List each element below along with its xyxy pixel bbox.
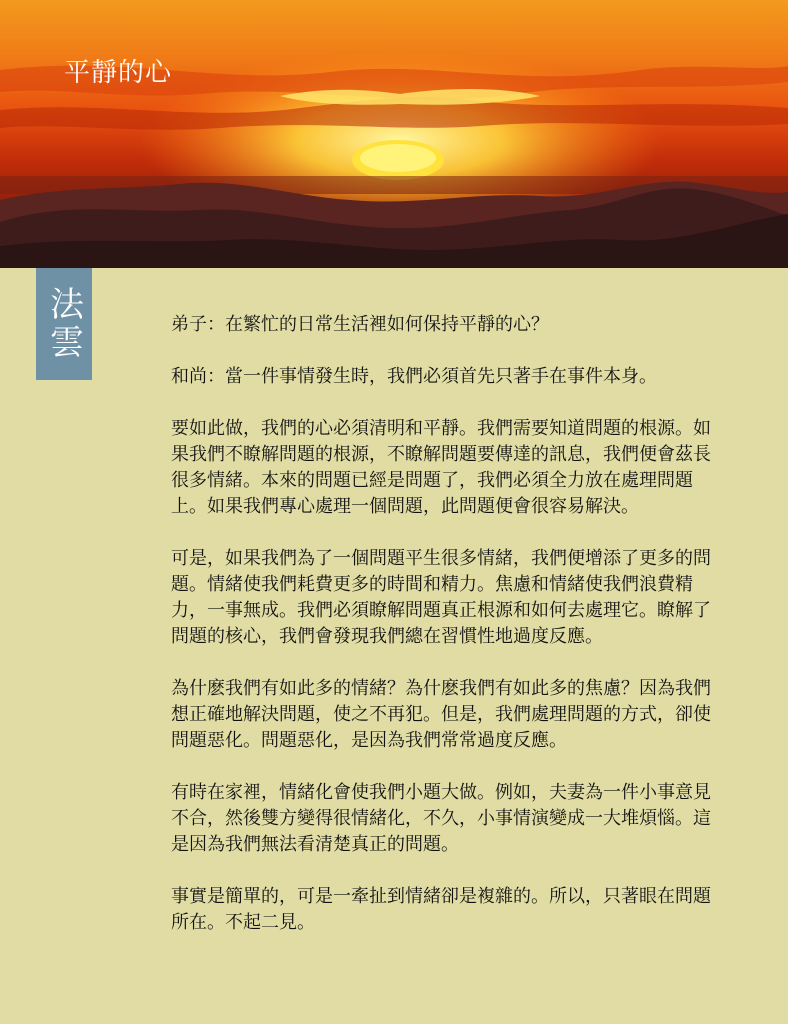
paragraph: 有時在家裡，情緒化會使我們小題大做。例如，夫妻為一件小事意見不合，然後雙方變得很情緒化，不久，小事情演變成一大堆煩惱。這是因為我們無法看清楚真正的問題。 [171,782,711,855]
hero-sunset-image [0,0,788,268]
vertical-tag [36,268,92,380]
vertical-tag-label: 法雲 [43,286,84,362]
paragraph: 事實是簡單的，可是一牽扯到情緒卻是複雜的。所以，只著眼在問題所在。不起二見。 [171,886,711,933]
paragraph-question: 弟子：在繁忙的日常生活裡如何保持平靜的心？ [171,314,549,335]
paragraph-answer-intro: 和尚：當一件事情發生時，我們必須首先只著手在事件本身。 [171,366,657,387]
sunset-illustration [0,0,788,268]
paragraph: 要如此做，我們的心必須清明和平靜。我們需要知道問題的根源。如果我們不瞭解問題的根源，不瞭解問題要傳達的訊息，我們便會茲長很多情緒。本來的問題已經是問題了，我們必須全力放在處理問題上。如果我們專心處理一個問題，此問題便會很容易解決。 [171,418,711,517]
paragraph: 為什麽我們有如此多的情緒？為什麽我們有如此多的焦慮？因為我們想正確地解決問題，使之不再犯。但是，我們處理問題的方式，卻使問題惡化。問題惡化，是因為我們常常過度反應。 [171,678,711,751]
page-title: 平靜的心 [64,58,173,88]
paragraph: 可是，如果我們為了一個問題平生很多情緒，我們便增添了更多的問題。情緒使我們耗費更多的時間和精力。焦慮和情緒使我們浪費精力，一事無成。我們必須瞭解問題真正根源和如何去處理它。瞭解了問題的核心，我們會發現我們總在習慣性地過度反應。 [171,548,711,647]
article-body [171,312,719,962]
